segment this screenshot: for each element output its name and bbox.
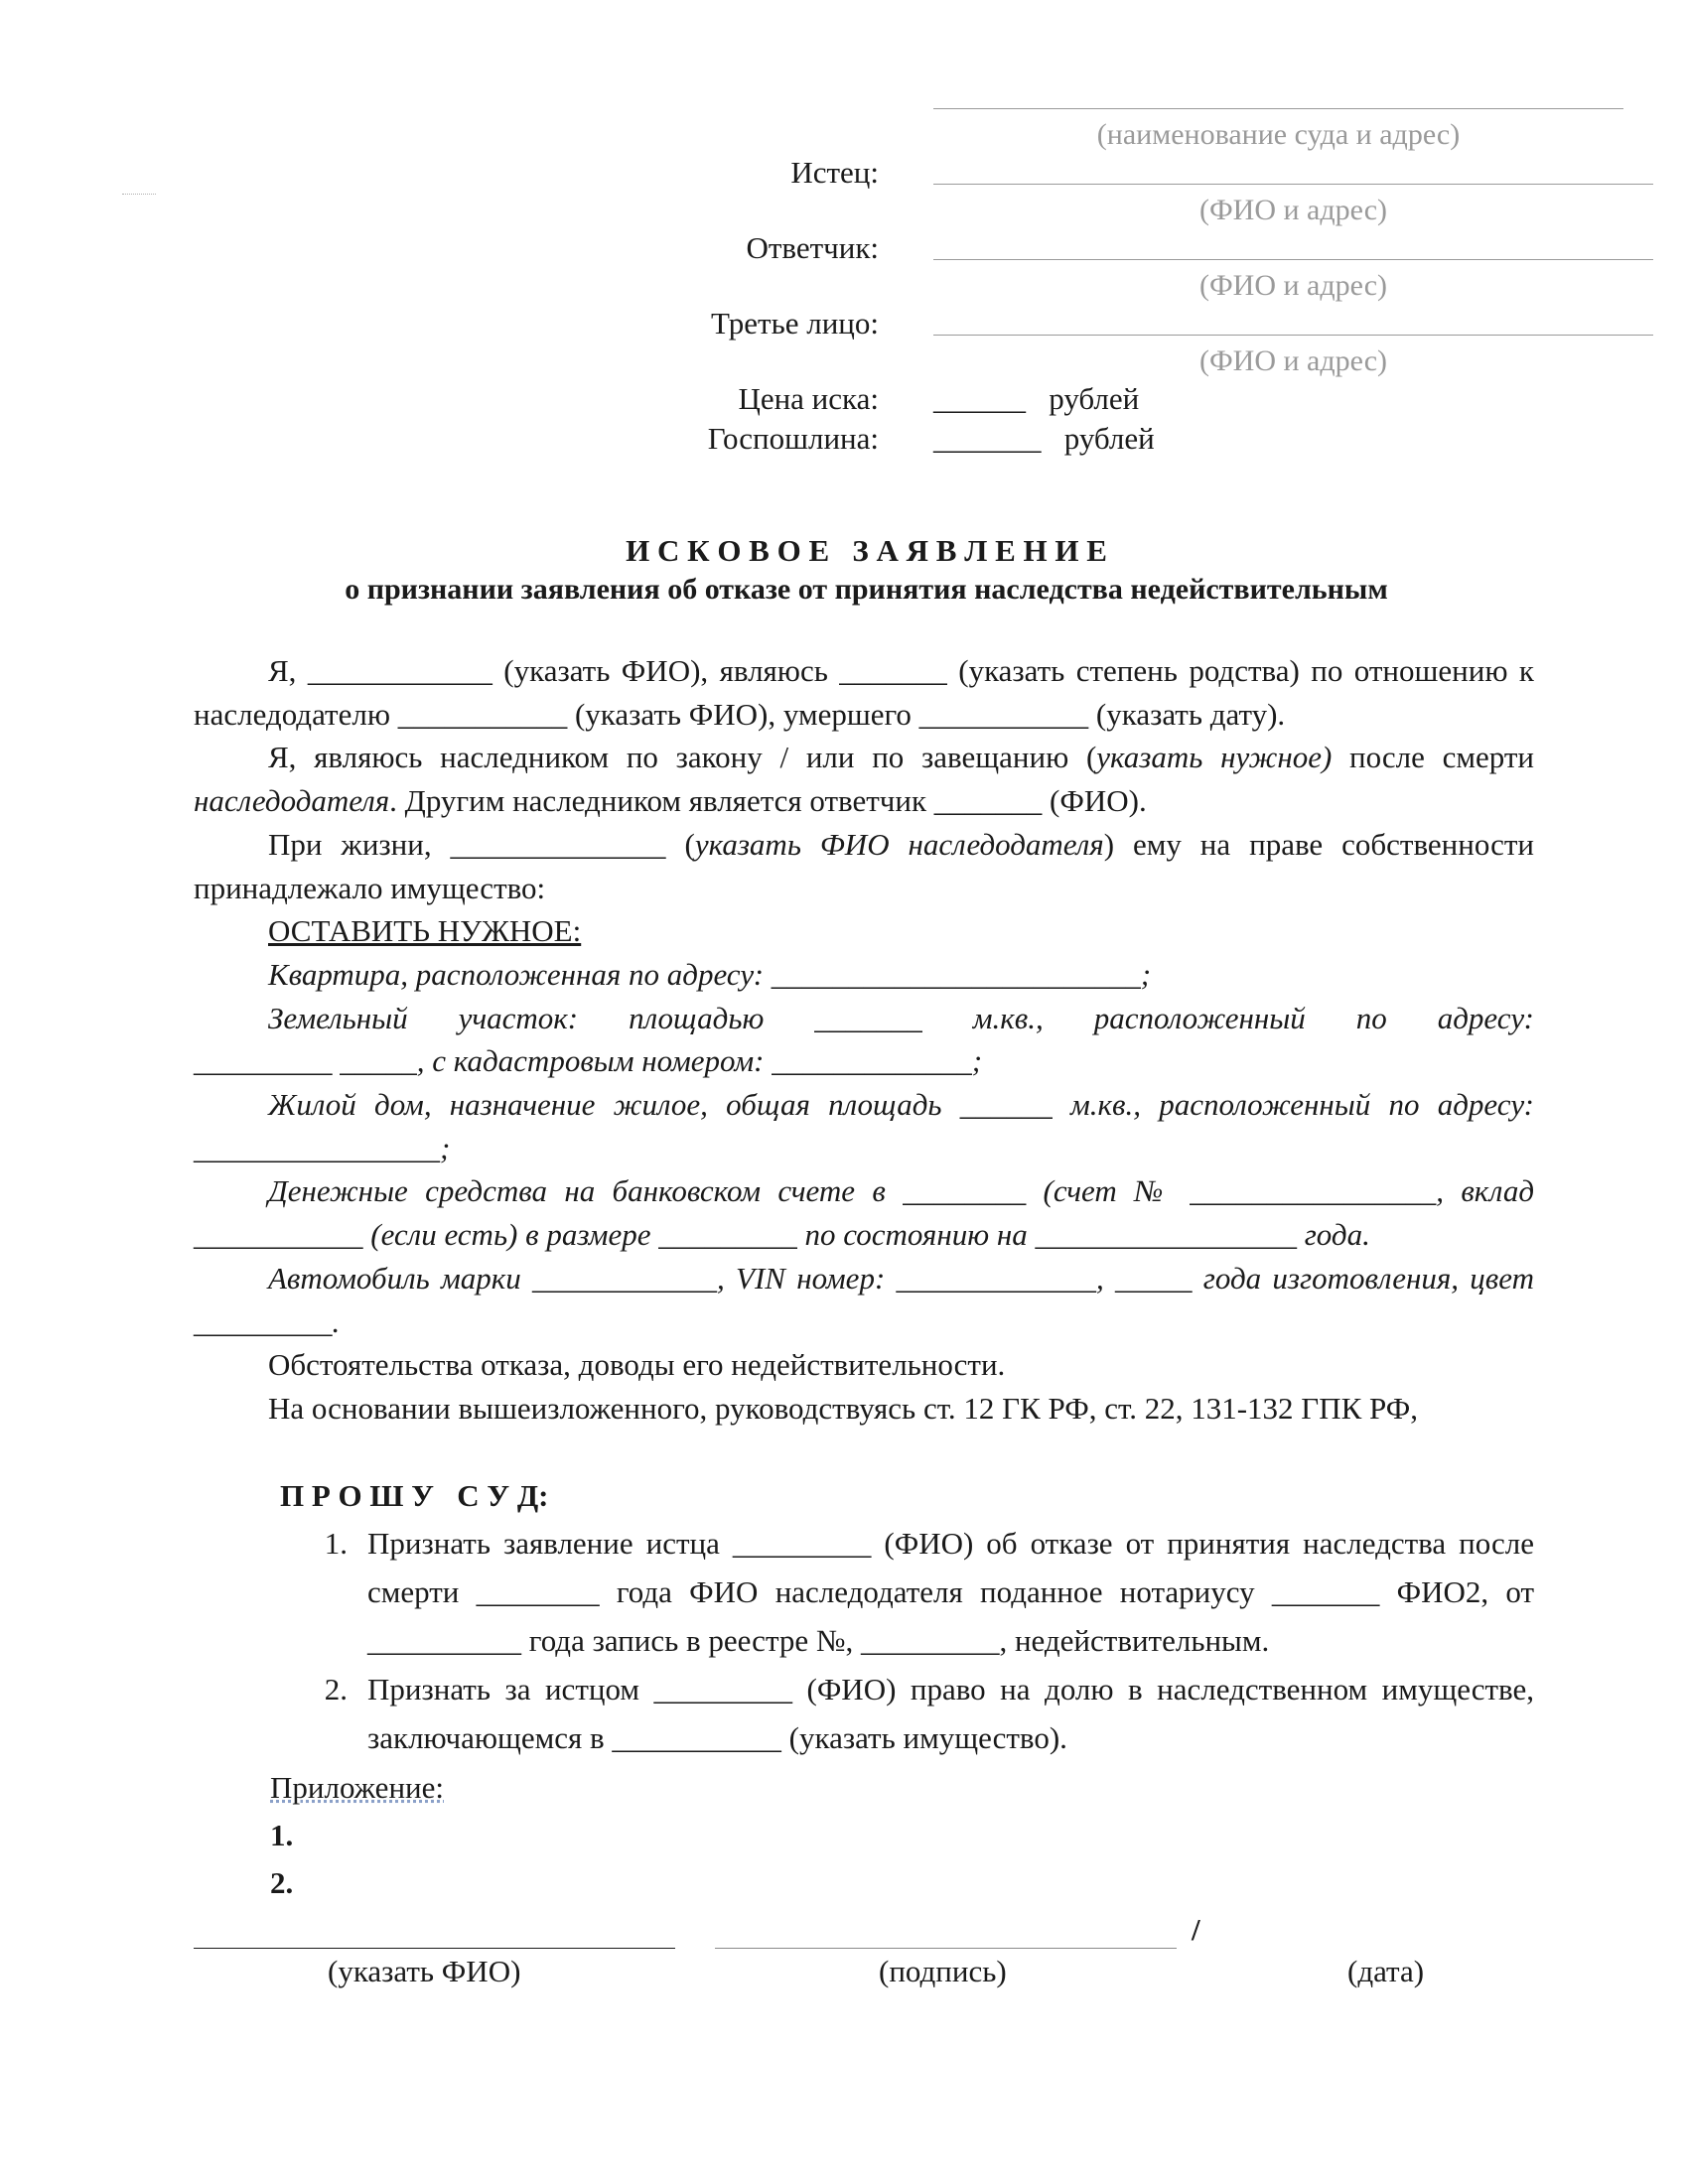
- option-deposit: Денежные средства на банковском счете в ________ (счет № ________________, вклад ___________ (если есть) в размере _________ по состоянию на _________________ года.: [194, 1173, 1534, 1253]
- request-item-1: 1. Признать заявление истца _________ (ФИО) об отказе от принятия наследства после смерти ________ года ФИО наследодателя поданное нотариусу _______ ФИО2, от __________ года запись в реестре №, _________, недействительным.: [324, 1526, 1534, 1658]
- paragraph-basis: На основании вышеизложенного, руководствуясь ст. 12 ГК РФ, ст. 22, 131-132 ГПК РФ,: [268, 1390, 1418, 1426]
- choose-heading: ОСТАВИТЬ НУЖНОЕ:: [268, 913, 582, 949]
- third-party-hint: (ФИО и адрес): [1198, 344, 1388, 377]
- plaintiff-hint: (ФИО и адрес): [1198, 194, 1388, 226]
- sign-caption: (подпись): [879, 1954, 1007, 1988]
- option-house-1: Жилой дом, назначение жилое, общая площадь ______ м.кв., расположенный по адресу:: [268, 1087, 1534, 1123]
- claim-price-label: Цена иска:: [738, 381, 879, 416]
- request-item-2: 2. Признать за истцом _________ (ФИО) право на долю в наследственном имуществе, заключающемся в ___________ (указать имущество).: [324, 1672, 1534, 1755]
- fio-caption: (указать ФИО): [328, 1954, 521, 1988]
- third-party-label: Третье лицо:: [711, 306, 879, 341]
- document-title: И С К О В О Е З А Я В Л Е Н И Е: [626, 533, 1107, 568]
- attachments-label: Приложение:: [270, 1770, 444, 1805]
- request-list: [194, 1519, 1534, 1762]
- defendant-hint: (ФИО и адрес): [1198, 269, 1388, 302]
- document-subtitle: о признании заявления об отказе от принятия наследства недействительным: [345, 573, 1388, 606]
- attachment-item-2: 2.: [270, 1865, 294, 1900]
- duty-label: Госпошлина:: [707, 421, 879, 456]
- plaintiff-line[interactable]: [933, 184, 1653, 185]
- fio-signature-line[interactable]: [194, 1948, 675, 1949]
- sign-line[interactable]: [715, 1948, 1177, 1949]
- date-caption: (дата): [1347, 1954, 1425, 1988]
- option-house-2: ________________;: [194, 1130, 451, 1165]
- court-line[interactable]: [933, 108, 1623, 109]
- signature-slash: /: [1192, 1912, 1200, 1947]
- paragraph-property: При жизни, ______________ (указать ФИО наследодателя) ему на праве собственности принадлежало имущество:: [194, 826, 1535, 905]
- body-text: [194, 649, 1534, 1431]
- defendant-line[interactable]: [933, 259, 1653, 260]
- paragraph-intro: Я, ____________ (указать ФИО), являюсь _______ (указать степень родства) по отношению к наследодателю ___________ (указать ФИО), умершего ___________ (указать дату).: [194, 653, 1534, 732]
- paragraph-heir: Я, являюсь наследником по закону / или по завещанию (указать нужное) после смерти наследодателя. Другим наследником является ответчик _______ (ФИО).: [194, 740, 1534, 819]
- option-apartment: Квартира, расположенная по адресу: ________________________;: [268, 956, 1152, 992]
- option-car: Автомобиль марки ____________, VIN номер: _____________, _____ года изготовления, цвет _________.: [194, 1260, 1534, 1339]
- claim-price-value[interactable]: ______ рублей: [933, 381, 1140, 416]
- plaintiff-label: Истец:: [790, 155, 879, 190]
- defendant-label: Ответчик:: [746, 230, 879, 265]
- stray-mark: [122, 194, 156, 195]
- request-heading: П Р О Ш У С У Д:: [280, 1478, 549, 1513]
- duty-value[interactable]: _______ рублей: [933, 421, 1155, 456]
- court-hint: (наименование суда и адрес): [1096, 118, 1461, 151]
- paragraph-circumstances: Обстоятельства отказа, доводы его недействительности.: [268, 1347, 1006, 1383]
- option-land-1: Земельный участок: площадью _______ м.кв., расположенный по адресу:: [268, 1000, 1534, 1035]
- attachment-item-1: 1.: [270, 1818, 294, 1852]
- third-party-line[interactable]: [933, 335, 1653, 336]
- option-land-2: _________ _____, с кадастровым номером: _____________;: [194, 1043, 983, 1079]
